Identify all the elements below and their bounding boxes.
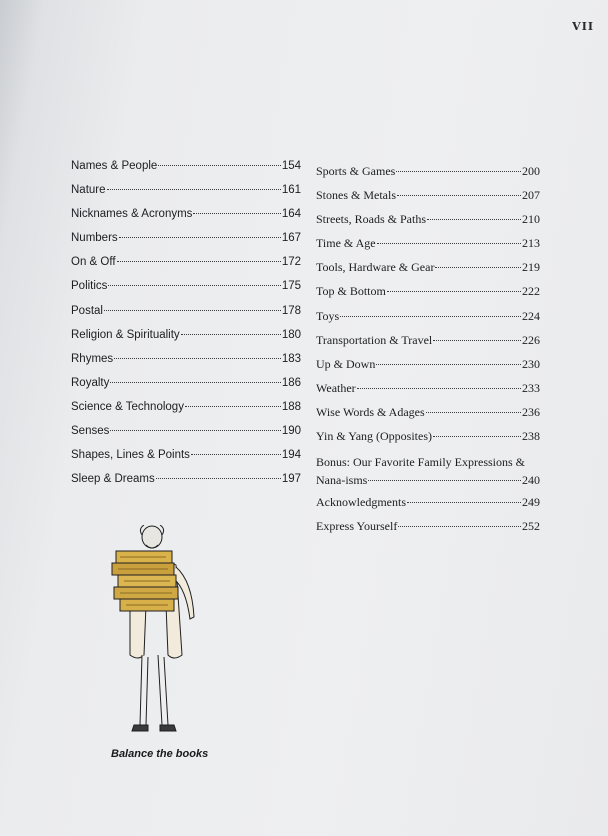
dot-leader bbox=[340, 316, 521, 317]
toc-entry[interactable] bbox=[71, 305, 301, 329]
toc-entry-bonus[interactable] bbox=[316, 453, 540, 489]
toc-entry-page: 219 bbox=[522, 260, 540, 275]
toc-entry-page: 200 bbox=[522, 164, 540, 178]
toc-entry-title: Tools, Hardware & Gear bbox=[316, 260, 435, 275]
toc-entry-page: 164 bbox=[281, 208, 301, 221]
dot-leader bbox=[107, 189, 281, 190]
dot-leader bbox=[396, 171, 521, 172]
toc-entry[interactable] bbox=[316, 405, 540, 429]
toc-entry[interactable] bbox=[316, 357, 540, 381]
toc-entry-title: Science & Technology bbox=[71, 400, 184, 413]
toc-entry-title: On & Off bbox=[71, 256, 116, 269]
toc-entry-page: 249 bbox=[522, 495, 540, 510]
toc-entry-page: 240 bbox=[522, 473, 540, 488]
toc-entry[interactable] bbox=[316, 164, 540, 188]
toc-entry-page: 236 bbox=[522, 404, 540, 419]
toc-entry-title: Shapes, Lines & Points bbox=[71, 449, 190, 462]
dot-leader bbox=[368, 480, 521, 481]
dot-leader bbox=[108, 285, 280, 286]
toc-entry[interactable] bbox=[71, 256, 301, 280]
toc-entry[interactable] bbox=[71, 208, 301, 232]
dot-leader bbox=[435, 267, 521, 268]
toc-entry-title: Nature bbox=[71, 184, 106, 197]
toc-entry[interactable] bbox=[71, 425, 301, 449]
page-number: VII bbox=[572, 20, 594, 33]
toc-entry[interactable] bbox=[71, 329, 301, 353]
toc-entry-title: Toys bbox=[316, 308, 340, 323]
dot-leader bbox=[377, 243, 521, 244]
dot-leader bbox=[398, 526, 521, 527]
toc-left-column bbox=[71, 160, 301, 497]
dot-leader bbox=[110, 430, 280, 431]
toc-entry[interactable] bbox=[316, 236, 540, 260]
toc-entry[interactable] bbox=[71, 377, 301, 401]
dot-leader bbox=[433, 340, 521, 341]
toc-entry[interactable] bbox=[316, 429, 540, 453]
toc-entry-page: 188 bbox=[281, 400, 301, 413]
dot-leader bbox=[397, 195, 521, 196]
toc-entry-title: Stones & Metals bbox=[316, 188, 396, 203]
toc-entry-title: Weather bbox=[316, 380, 356, 395]
dot-leader bbox=[387, 291, 521, 292]
toc-entry-page: 226 bbox=[522, 332, 540, 347]
toc-entry-title: Streets, Roads & Paths bbox=[316, 212, 426, 227]
toc-entry-page: 190 bbox=[281, 425, 301, 438]
toc-entry-title: Postal bbox=[71, 304, 103, 317]
toc-entry-page: 194 bbox=[281, 449, 301, 462]
toc-right-column bbox=[316, 164, 540, 543]
toc-entry[interactable] bbox=[71, 401, 301, 425]
toc-entry-title: Time & Age bbox=[316, 236, 376, 251]
toc-entry[interactable] bbox=[71, 353, 301, 377]
toc-entry-title: Sports & Games bbox=[316, 164, 396, 178]
toc-entry-page: 230 bbox=[522, 356, 540, 371]
toc-entry[interactable] bbox=[71, 473, 301, 497]
toc-entry[interactable] bbox=[71, 184, 301, 208]
toc-entry[interactable] bbox=[316, 212, 540, 236]
toc-entry-page: 167 bbox=[281, 232, 301, 245]
toc-entry-page: 222 bbox=[522, 284, 540, 299]
toc-entry[interactable] bbox=[71, 280, 301, 304]
toc-entry-page: 183 bbox=[281, 352, 301, 365]
toc-entry[interactable] bbox=[316, 284, 540, 308]
man-carrying-books-illustration bbox=[100, 525, 210, 745]
toc-entry[interactable] bbox=[316, 495, 540, 519]
dot-leader bbox=[104, 310, 281, 311]
toc-entry-title-line2: Nana-isms bbox=[316, 473, 368, 488]
dot-leader bbox=[158, 165, 281, 166]
toc-entry-title: Names & People bbox=[71, 160, 158, 172]
toc-entry-page: 213 bbox=[522, 236, 540, 251]
toc-entry-title: Acknowledgments bbox=[316, 495, 406, 510]
dot-leader bbox=[156, 478, 281, 479]
dot-leader bbox=[193, 213, 280, 214]
dot-leader bbox=[191, 454, 281, 455]
dot-leader bbox=[407, 502, 521, 503]
dot-leader bbox=[110, 382, 280, 383]
toc-entry-title: Rhymes bbox=[71, 352, 114, 365]
toc-entry-title: Express Yourself bbox=[316, 519, 398, 534]
toc-entry[interactable] bbox=[71, 449, 301, 473]
dot-leader bbox=[185, 406, 281, 407]
toc-entry-title: Royalty bbox=[71, 376, 110, 389]
dot-leader bbox=[119, 237, 281, 238]
dot-leader bbox=[181, 334, 281, 335]
dot-leader bbox=[426, 412, 521, 413]
toc-entry-page: 197 bbox=[281, 473, 301, 486]
toc-entry-title: Numbers bbox=[71, 232, 118, 245]
toc-entry-title: Politics bbox=[71, 280, 108, 293]
dot-leader bbox=[376, 364, 521, 365]
toc-entry-page: 161 bbox=[281, 184, 301, 197]
dot-leader bbox=[427, 219, 521, 220]
illustration-caption: Balance the books bbox=[111, 748, 209, 760]
toc-entry[interactable] bbox=[316, 188, 540, 212]
toc-entry-page: 233 bbox=[522, 380, 540, 395]
toc-entry-page: 178 bbox=[281, 304, 301, 317]
toc-entry-page: 172 bbox=[281, 256, 301, 269]
toc-entry-page: 210 bbox=[522, 212, 540, 227]
dot-leader bbox=[433, 436, 521, 437]
toc-entry-title: Religion & Spirituality bbox=[71, 328, 180, 341]
toc-entry-title: Wise Words & Adages bbox=[316, 404, 425, 419]
toc-entry-title: Yin & Yang (Opposites) bbox=[316, 429, 433, 444]
toc-entry-page: 186 bbox=[281, 376, 301, 389]
toc-entry[interactable] bbox=[316, 519, 540, 543]
toc-entry[interactable] bbox=[316, 333, 540, 357]
dot-leader bbox=[357, 388, 521, 389]
toc-entry[interactable] bbox=[316, 309, 540, 333]
toc-entry[interactable] bbox=[71, 232, 301, 256]
book-stack bbox=[112, 551, 178, 611]
toc-entry-page: 252 bbox=[522, 519, 540, 534]
toc-entry[interactable] bbox=[316, 260, 540, 284]
toc-entry-title: Sleep & Dreams bbox=[71, 473, 155, 486]
dot-leader bbox=[114, 358, 281, 359]
toc-entry-page: 238 bbox=[522, 429, 540, 444]
toc-entry-title: Nicknames & Acronyms bbox=[71, 208, 193, 221]
toc-entry-page: 224 bbox=[522, 308, 540, 323]
toc-entry-page: 180 bbox=[281, 328, 301, 341]
toc-entry-title: Transportation & Travel bbox=[316, 332, 433, 347]
toc-entry-title: Up & Down bbox=[316, 356, 376, 371]
toc-entry[interactable] bbox=[316, 381, 540, 405]
toc-entry-title: Top & Bottom bbox=[316, 284, 386, 299]
toc-entry-page: 154 bbox=[281, 160, 301, 172]
toc-entry-page: 207 bbox=[522, 188, 540, 203]
toc-entry-title: Senses bbox=[71, 425, 110, 438]
toc-entry-page: 175 bbox=[281, 280, 301, 293]
toc-entry[interactable] bbox=[71, 160, 301, 184]
dot-leader bbox=[117, 261, 281, 262]
toc-entry-title-line1: Bonus: Our Favorite Family Expressions & bbox=[316, 455, 525, 470]
